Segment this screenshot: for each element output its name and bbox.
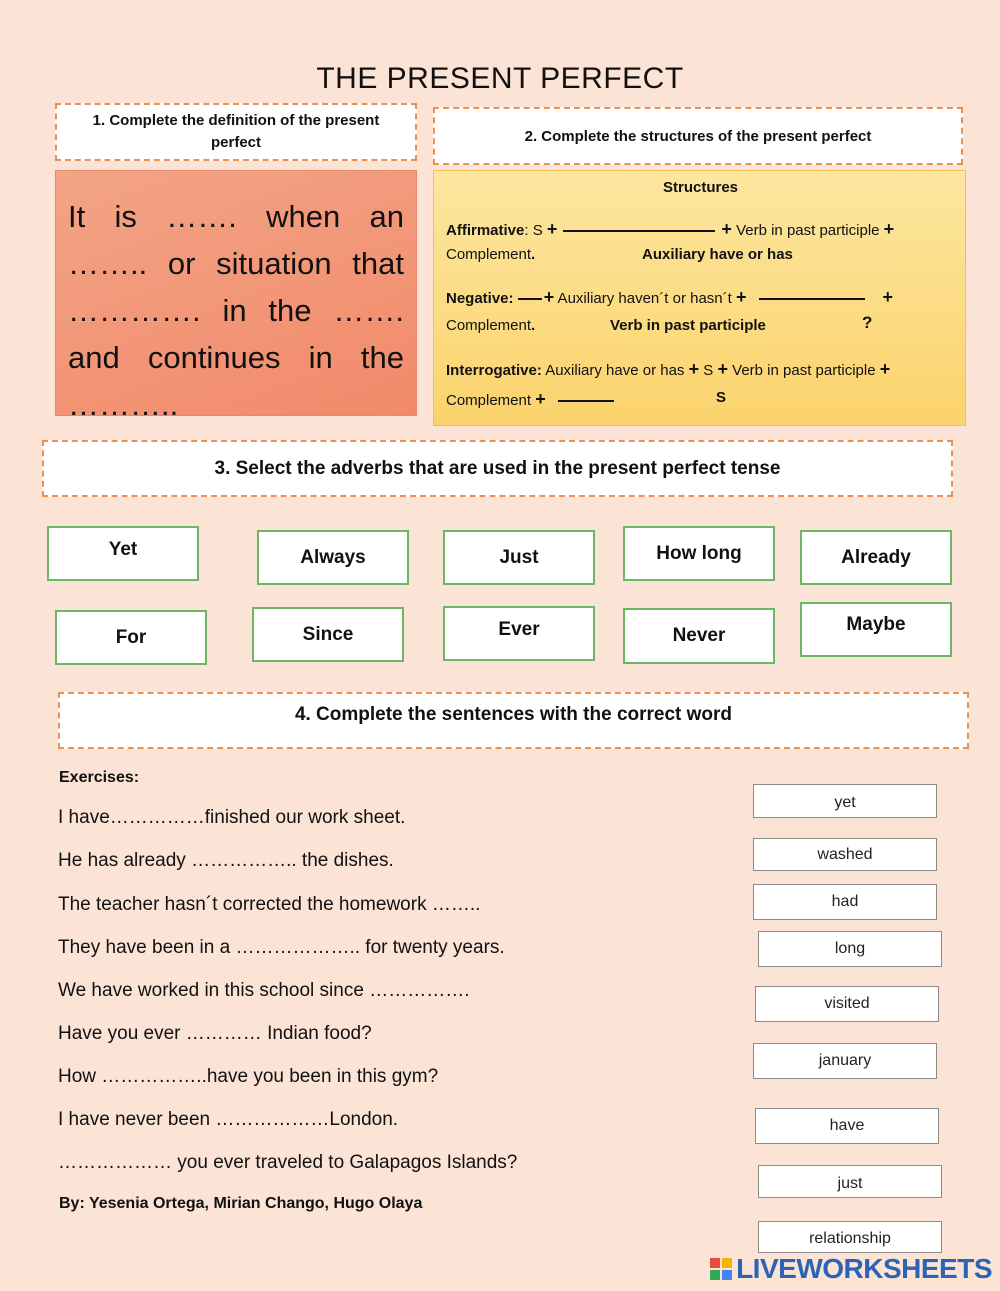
negative-complement-text: Complement: [446, 317, 532, 334]
negative-blank-2[interactable]: [759, 298, 865, 300]
section4-heading: 4. Complete the sentences with the correct word: [58, 692, 969, 749]
interrogative-blank[interactable]: [558, 400, 614, 402]
adverb-yet[interactable]: Yet: [47, 526, 199, 581]
structures-box: [433, 170, 966, 426]
plus-sign: +: [882, 287, 894, 307]
plus-sign: +: [543, 287, 555, 307]
section1-heading: 1. Complete the definition of the present perfect: [55, 103, 417, 161]
exercises-label: Exercises:: [59, 769, 140, 786]
sentence-9: ……………… you ever traveled to Galapagos Islands?: [58, 1152, 518, 1173]
affirmative-option[interactable]: Auxiliary have or has: [642, 246, 793, 263]
option-january[interactable]: january: [753, 1043, 937, 1079]
adverb-maybe[interactable]: Maybe: [800, 602, 952, 657]
affirmative-line: [446, 219, 894, 240]
interrogative-text-a: Auxiliary have or has: [541, 362, 689, 379]
plus-sign: +: [735, 287, 747, 307]
authors: By: Yesenia Ortega, Mirian Chango, Hugo Olaya: [59, 1195, 423, 1212]
option-yet[interactable]: yet: [753, 784, 937, 818]
page-title: THE PRESENT PERFECT: [316, 62, 684, 95]
sentence-2: He has already …………….. the dishes.: [58, 850, 394, 871]
option-just[interactable]: just: [758, 1165, 942, 1198]
negative-line: [446, 287, 893, 308]
adverb-since[interactable]: Since: [252, 607, 404, 662]
option-washed[interactable]: washed: [753, 838, 937, 871]
plus-sign: +: [879, 359, 891, 379]
adverb-never[interactable]: Never: [623, 608, 775, 664]
option-have[interactable]: have: [755, 1108, 939, 1144]
interrogative-label: Interrogative:: [446, 362, 542, 379]
plus-sign: +: [546, 219, 558, 239]
negative-dot: .: [531, 317, 536, 334]
definition-text: It is ……. when an …….. or situation that …………. in the ……. and continues in the ………..: [55, 170, 417, 416]
sentence-1: I have……………finished our work sheet.: [58, 807, 406, 828]
option-relationship[interactable]: relationship: [758, 1221, 942, 1253]
adverb-always[interactable]: Always: [257, 530, 409, 585]
section3-heading: 3. Select the adverbs that are used in the present perfect tense: [42, 440, 953, 497]
negative-label: Negative:: [446, 290, 518, 307]
adverb-already[interactable]: Already: [800, 530, 952, 585]
affirmative-complement-text: Complement: [446, 246, 532, 263]
interrogative-text-d: Complement: [446, 392, 536, 409]
sentence-4: They have been in a ……………….. for twenty years.: [58, 937, 505, 958]
sentence-8: I have never been ………………London.: [58, 1109, 399, 1130]
option-had[interactable]: had: [753, 884, 937, 920]
adverb-just[interactable]: Just: [443, 530, 595, 585]
negative-complement: [446, 317, 535, 334]
structures-title: Structures: [662, 179, 739, 196]
option-long[interactable]: long: [758, 931, 942, 967]
section2-heading: 2. Complete the structures of the present perfect: [433, 107, 963, 165]
affirmative-text-b: Verb in past participle: [731, 222, 884, 239]
logo-icon: [710, 1258, 732, 1280]
affirmative-dot: .: [531, 246, 536, 263]
interrogative-line: [446, 359, 890, 380]
interrogative-text-b: S: [699, 362, 718, 379]
sentence-7: How ……………..have you been in this gym?: [58, 1066, 439, 1087]
sentence-6: Have you ever ………… Indian food?: [58, 1023, 372, 1044]
plus-sign: +: [535, 389, 546, 409]
plus-sign: +: [721, 219, 732, 239]
negative-text-a: Auxiliary haven´t or hasn´t: [554, 290, 736, 307]
plus-sign: +: [883, 219, 895, 239]
liveworksheets-logo: [710, 1253, 992, 1285]
option-visited[interactable]: visited: [755, 986, 939, 1022]
interrogative-text-c: Verb in past participle: [727, 362, 880, 379]
adverb-ever[interactable]: Ever: [443, 606, 595, 661]
adverb-for[interactable]: For: [55, 610, 207, 665]
sentence-3: The teacher hasn´t corrected the homework ……..: [58, 894, 481, 915]
sentence-5: We have worked in this school since …………….: [58, 980, 470, 1001]
affirmative-label: Affirmative: [446, 222, 525, 239]
affirmative-blank[interactable]: [563, 230, 715, 232]
interrogative-complement: [446, 389, 620, 410]
affirmative-text-a: : S: [524, 222, 547, 239]
interrogative-option[interactable]: S: [716, 389, 727, 406]
negative-option[interactable]: Verb in past participle: [610, 317, 766, 334]
negative-blank-1[interactable]: [518, 298, 542, 300]
plus-sign: +: [717, 359, 728, 379]
logo-text: LIVEWORKSHEETS: [736, 1253, 992, 1284]
question-mark-option[interactable]: ?: [862, 313, 873, 332]
plus-sign: +: [688, 359, 700, 379]
adverb-how-long[interactable]: How long: [623, 526, 775, 581]
affirmative-complement: [446, 246, 535, 263]
